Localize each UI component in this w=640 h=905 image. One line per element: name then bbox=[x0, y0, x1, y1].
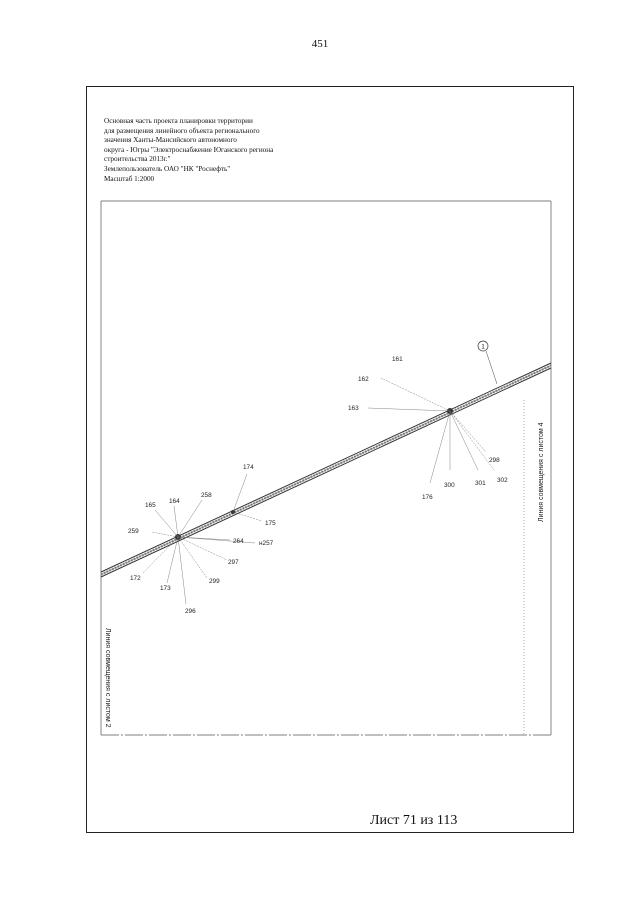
title-line: строительства 2013г." bbox=[104, 155, 171, 164]
point-label: 297 bbox=[228, 559, 239, 566]
point-label: 264 bbox=[233, 538, 244, 545]
point-label: 302 bbox=[497, 477, 508, 484]
match-line-left-label: Линия совмещения с листом 2 bbox=[104, 628, 111, 728]
point-label: 172 bbox=[130, 575, 141, 582]
point-label: 161 bbox=[392, 356, 403, 363]
title-line: для размещения линейного объекта регионального bbox=[104, 126, 260, 135]
node-right bbox=[368, 378, 494, 483]
point-label: н257 bbox=[259, 540, 274, 547]
corridor-marker bbox=[478, 341, 497, 384]
point-label: 174 bbox=[243, 464, 254, 471]
point-label: 162 bbox=[358, 376, 369, 383]
point-label: 296 bbox=[185, 608, 196, 615]
point-label: 301 bbox=[475, 480, 486, 487]
point-label: 176 bbox=[422, 494, 433, 501]
title-line: Основная часть проекта планировки территории bbox=[104, 117, 253, 125]
corridor-marker-label: 1 bbox=[481, 343, 485, 351]
title-line: округа - Югры "Электроснабжение Юганского региона bbox=[104, 145, 274, 154]
point-label: 299 bbox=[209, 578, 220, 585]
point-label: 300 bbox=[444, 482, 455, 489]
corridor bbox=[101, 363, 551, 577]
point-label: 259 bbox=[128, 528, 139, 535]
leader-175 bbox=[233, 512, 262, 521]
point-label: 173 bbox=[160, 585, 171, 592]
title-line: Землепользователь ОАО "НК "Роснефть" bbox=[104, 164, 231, 173]
title-line: значения Ханты-Мансийского автономного bbox=[104, 136, 237, 145]
point-label: 175 bbox=[265, 520, 276, 527]
sheet-label: Лист 71 из 113 bbox=[370, 813, 458, 828]
point-label: 298 bbox=[489, 457, 500, 464]
page-number: 451 bbox=[311, 38, 329, 50]
title-line: Масштаб 1:2000 bbox=[104, 174, 155, 183]
point-label: 164 bbox=[169, 498, 180, 505]
point-label: 165 bbox=[145, 502, 156, 509]
point-label: 258 bbox=[201, 492, 212, 499]
match-line-right-label: Линия совмещения с листом 4 bbox=[538, 422, 545, 522]
point-label: 163 bbox=[348, 405, 359, 412]
leader-174 bbox=[233, 474, 247, 512]
